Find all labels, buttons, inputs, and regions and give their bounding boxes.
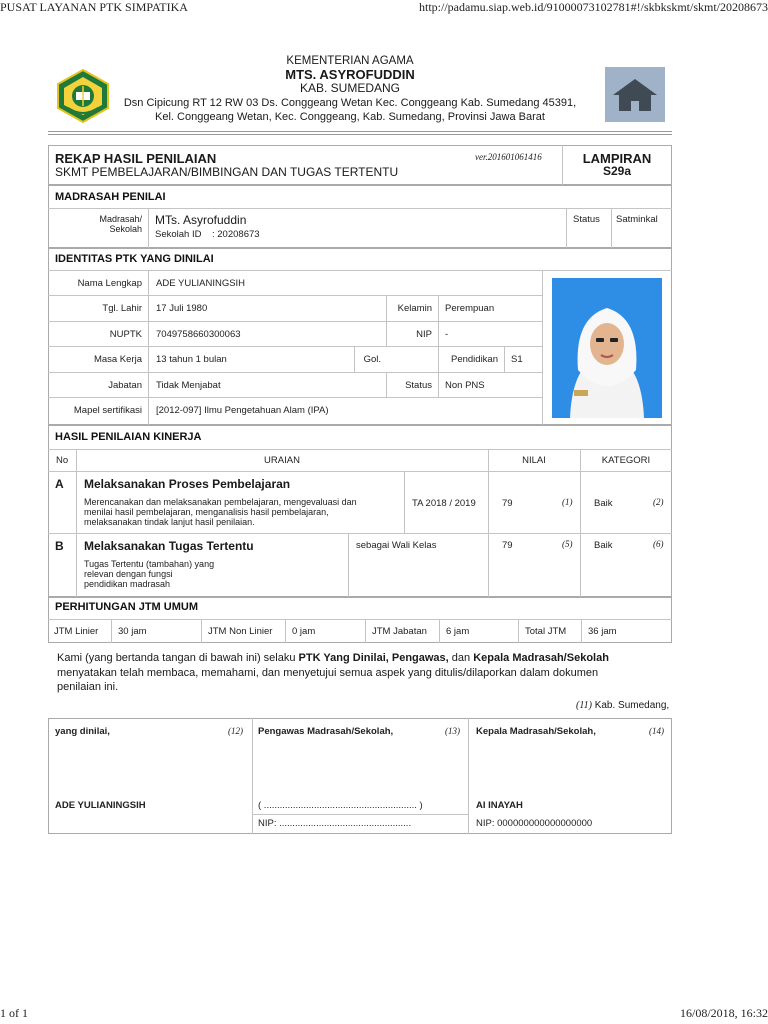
- row-a-nilai-ref: (1): [562, 497, 573, 507]
- madrasah-name: MTs. Asyrofuddin: [155, 213, 247, 227]
- row-b-kategori: Baik: [594, 540, 613, 551]
- mapel-label: Mapel sertifikasi: [73, 405, 142, 416]
- masa-kerja-label: Masa Kerja: [93, 354, 142, 365]
- jtm-linier-value: 30 jam: [118, 626, 147, 637]
- jtm-section-title: PERHITUNGAN JTM UMUM: [55, 601, 198, 613]
- sig-ptk-name: ADE YULIANINGSIH: [55, 800, 146, 811]
- sig-pengawas-nip: NIP: ..................................................: [258, 818, 412, 829]
- col-header-nilai: NILAI: [522, 455, 546, 466]
- statement-line-2: menyatakan telah membaca, memahami, dan menyetujui semua aspek yang ditulis/dilaporkan dalam dokumen: [57, 667, 599, 679]
- sig-kepala-ref: (14): [649, 726, 664, 736]
- nuptk-value: 7049758660300063: [156, 329, 241, 340]
- madrasah-label: Madrasah/ Sekolah: [99, 214, 142, 234]
- row-b-title: Melaksanakan Tugas Tertentu: [84, 539, 254, 553]
- kelamin-label: Kelamin: [397, 303, 432, 314]
- row-a-desc-3: melaksanakan tindak lanjut hasil penilaian.: [84, 517, 255, 527]
- school-id-label: Sekolah ID: [155, 229, 202, 240]
- nama-value: ADE YULIANINGSIH: [156, 278, 246, 289]
- gol-label: Gol.: [363, 354, 381, 365]
- row-b-kategori-ref: (6): [653, 539, 664, 549]
- col-header-no: No: [56, 455, 69, 466]
- nuptk-label: NUPTK: [109, 329, 142, 340]
- identity-section-title: IDENTITAS PTK YANG DINILAI: [55, 253, 214, 265]
- masa-kerja-value: 13 tahun 1 bulan: [156, 354, 227, 365]
- regency-name: KAB. SUMEDANG: [299, 81, 401, 95]
- row-a-kategori-ref: (2): [653, 497, 664, 507]
- row-b-role: sebagai Wali Kelas: [356, 540, 437, 551]
- jtm-jabatan-label: JTM Jabatan: [372, 626, 427, 637]
- sig-kepala-name: AI INAYAH: [476, 800, 523, 811]
- print-footer-page: 1 of 1: [0, 1006, 28, 1020]
- house-icon: [605, 67, 665, 122]
- col-header-kategori: KATEGORI: [601, 455, 651, 466]
- kelamin-value: Perempuan: [445, 303, 495, 314]
- pendidikan-label: Pendidikan: [450, 354, 498, 365]
- lampiran-label: LAMPIRAN: [582, 151, 652, 166]
- sig-kepala-nip: NIP: 000000000000000000: [476, 818, 593, 829]
- row-b-nilai: 79: [502, 540, 513, 551]
- print-header-url: http://padamu.siap.web.id/91000073102781#!/skbkskmt/skmt/20208673: [419, 0, 768, 14]
- row-a-desc-2: menilai hasil pembelajaran, menganalisis hasil pembelajaran,: [84, 507, 329, 517]
- print-header-title: PUSAT LAYANAN PTK SIMPATIKA: [0, 0, 188, 14]
- jtm-linier-label: JTM Linier: [54, 626, 99, 637]
- school-address-line-2: Kel. Conggeang Wetan, Kec. Conggeang, Kab. Sumedang, Provinsi Jawa Barat: [155, 111, 545, 123]
- teacher-photo: [552, 278, 662, 418]
- row-a-tahun-ajaran: TA 2018 / 2019: [412, 498, 476, 509]
- jtm-total-label: Total JTM: [525, 626, 567, 637]
- tgl-lahir-value: 17 Juli 1980: [156, 303, 208, 314]
- print-footer-date: 16/08/2018, 16:32: [679, 1006, 768, 1020]
- sig-pengawas-ref: (13): [445, 726, 460, 736]
- nip-value: -: [445, 329, 449, 340]
- jtm-jabatan-value: 6 jam: [446, 626, 470, 637]
- mapel-value: [2012-097] Ilmu Pengetahuan Alam (IPA): [156, 405, 329, 416]
- row-b-no: B: [55, 539, 64, 553]
- status-label: Status: [405, 380, 432, 391]
- report-title: REKAP HASIL PENILAIAN: [55, 151, 217, 166]
- status-value: Non PNS: [445, 380, 485, 391]
- statement-line-1: Kami (yang bertanda tangan di bawah ini) selaku PTK Yang Dinilai, Pengawas, dan Kepala Madrasah/Sekolah: [57, 652, 609, 664]
- sig-pengawas-name: ( .......................................................... ): [258, 800, 423, 811]
- report-subtitle: SKMT PEMBELAJARAN/BIMBINGAN DAN TUGAS TERTENTU: [55, 165, 399, 179]
- school-address-line-1: Dsn Cipicung RT 12 RW 03 Ds. Conggeang Wetan Kec. Conggeang Kab. Sumedang 45391,: [123, 97, 577, 109]
- statement-line-3: penilaian ini.: [57, 681, 119, 693]
- jtm-non-linier-label: JTM Non Linier: [208, 626, 273, 637]
- school-image-placeholder: [605, 67, 665, 122]
- jtm-non-linier-value: 0 jam: [292, 626, 316, 637]
- place-date: (11) Kab. Sumedang,: [576, 700, 670, 711]
- sig-kepala-title: Kepala Madrasah/Sekolah,: [476, 726, 596, 737]
- kinerja-section-title: HASIL PENILAIAN KINERJA: [55, 431, 202, 443]
- jtm-total-value: 36 jam: [588, 626, 617, 637]
- pendidikan-value: S1: [511, 354, 523, 365]
- madrasah-status-label: Status: [573, 214, 600, 225]
- row-a-kategori: Baik: [594, 498, 613, 509]
- row-a-title: Melaksanakan Proses Pembelajaran: [84, 477, 291, 491]
- row-b-nilai-ref: (5): [562, 539, 573, 549]
- school-name: MTS. ASYROFUDDIN: [285, 67, 415, 82]
- row-b-desc-3: pendidikan madrasah: [84, 579, 171, 589]
- jabatan-value: Tidak Menjabat: [156, 380, 221, 391]
- sig-ptk-ref: (12): [228, 726, 243, 736]
- row-b-desc-1: Tugas Tertentu (tambahan) yang: [84, 559, 215, 569]
- tgl-lahir-label: Tgl. Lahir: [102, 303, 142, 314]
- letterhead-rule: [48, 131, 672, 132]
- school-id-value: : 20208673: [212, 229, 260, 240]
- lampiran-code: S29a: [602, 164, 632, 178]
- sig-pengawas-title: Pengawas Madrasah/Sekolah,: [258, 726, 394, 737]
- col-header-uraian: URAIAN: [264, 455, 300, 466]
- row-a-desc-1: Merencanakan dan melaksanakan pembelajaran, mengevaluasi dan: [84, 497, 357, 507]
- row-a-no: A: [55, 477, 64, 491]
- row-b-desc-2: relevan dengan fungsi: [84, 569, 173, 579]
- nip-label: NIP: [416, 329, 432, 340]
- madrasah-section-title: MADRASAH PENILAI: [55, 191, 166, 203]
- report-version: ver.201601061416: [475, 152, 542, 162]
- nama-label: Nama Lengkap: [77, 278, 142, 289]
- jabatan-label: Jabatan: [108, 380, 142, 391]
- sig-ptk-title: yang dinilai,: [55, 726, 110, 737]
- row-a-nilai: 79: [502, 498, 513, 509]
- madrasah-status-value: Satminkal: [616, 214, 658, 225]
- letterhead-rule-2: [48, 134, 672, 135]
- ministry-name: KEMENTERIAN AGAMA: [286, 55, 414, 67]
